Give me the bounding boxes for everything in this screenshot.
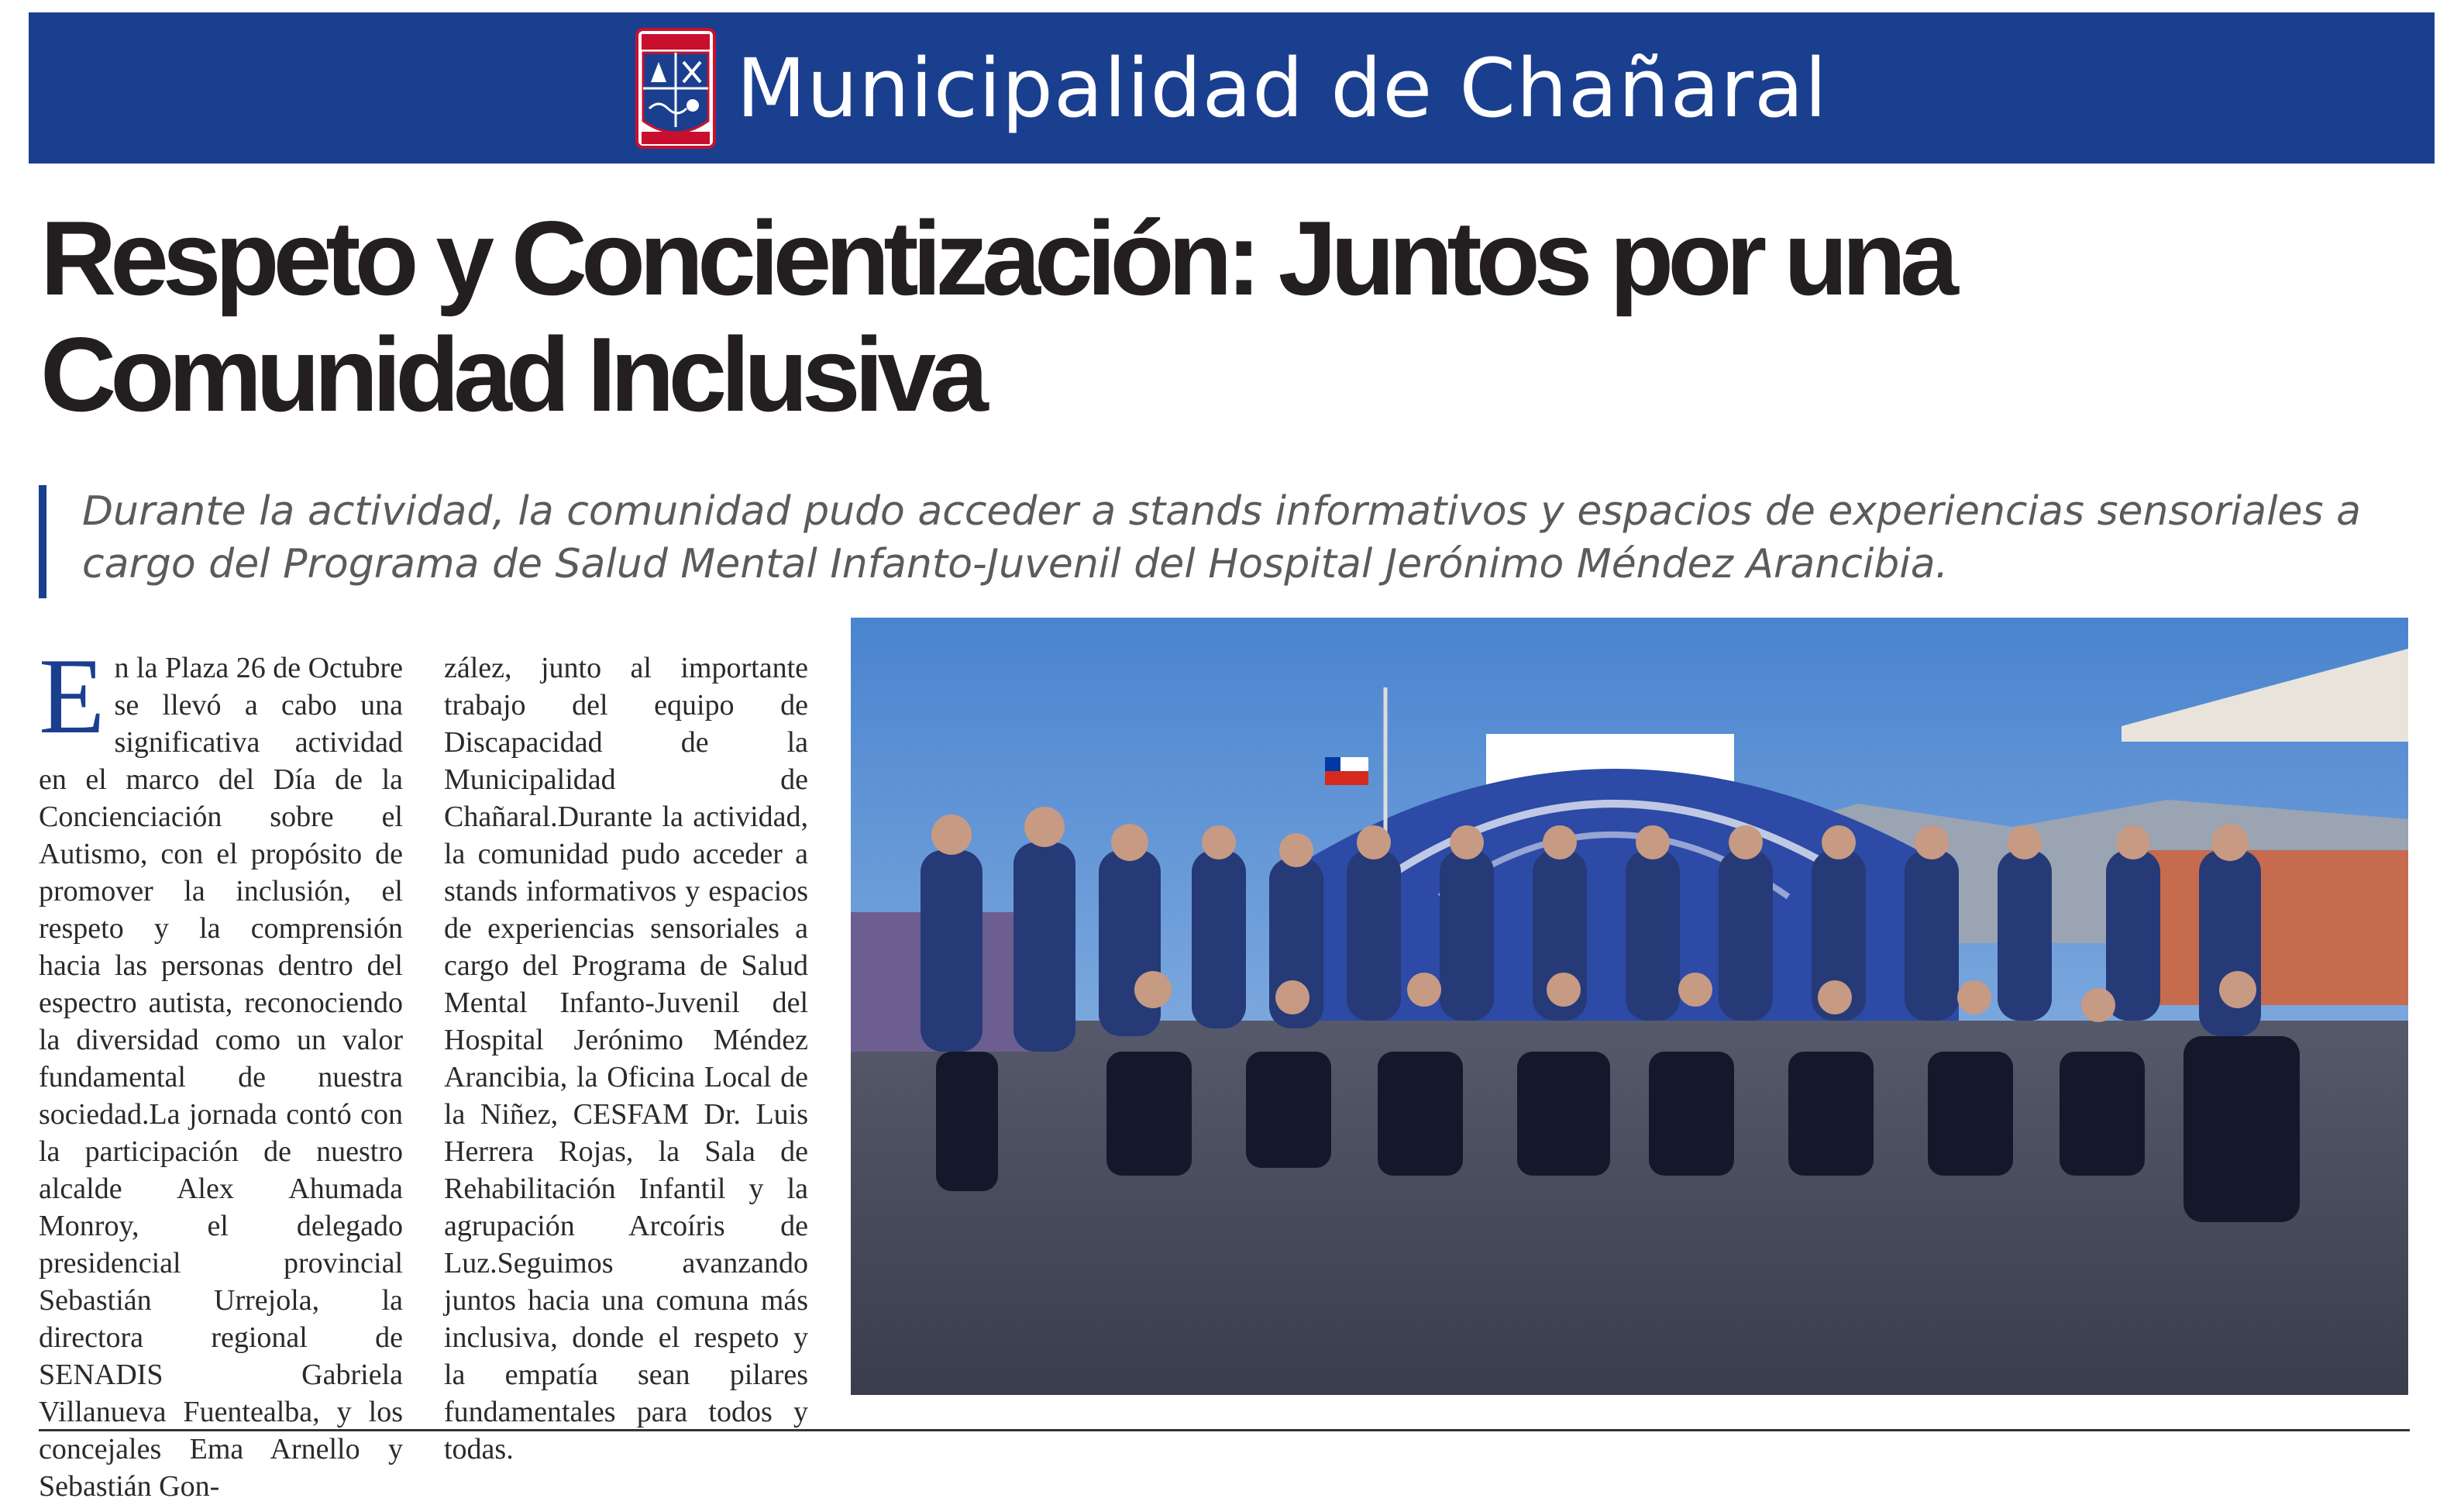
group-photo	[851, 618, 2408, 1395]
municipal-crest-logo	[635, 28, 716, 149]
article-headline: Respeto y Concientización: Juntos por una Comunidad Inclusiva	[40, 199, 1953, 433]
lead-accent-bar	[39, 485, 46, 598]
footer-rule	[39, 1429, 2410, 1431]
body-column-1	[39, 636, 403, 1505]
article-lead: Durante la actividad, la comunidad pudo acceder a stands informativos y espacios de experiencias sensoriales a cargo del Programa de Salud Mental Infanto-Juvenil del Hospital Jerónimo Méndez Arancibia.	[82, 488, 2362, 587]
body-column-2	[444, 649, 808, 1468]
municipality-title: Municipalidad de Chañaral	[736, 40, 1828, 136]
drop-cap: E	[39, 636, 105, 756]
column-1-text: n la Plaza 26 de Octubre se llevó a cabo una significativa actividad en el marco del Día de la Concienciación sobre el Autismo, con el propósito de promover la inclusión, el respeto y la comprensión hacia las personas dentro del espectro autista, reconociendo la diversidad como un valor fundamental de nuestra sociedad.La jornada contó con la participación de nuestro alcalde Alex Ahumada Monroy, el delegado presidencial provincial Sebastián Urrejola, la directora regional de SENADIS Gabriela Villanueva Fuentealba, y los concejales Ema Arnello y Sebastián Gon-	[39, 652, 403, 1503]
column-2-text: zález, junto al importante trabajo del equipo de Discapacidad de la Municipalidad de Chañaral.Durante la actividad, la comunidad pudo acceder a stands informativos y espacios de experiencias sensoriales a cargo del Programa de Salud Mental Infanto-Juvenil del Hospital Jerónimo Méndez Arancibia, la Oficina Local de la Niñez, CESFAM Dr. Luis Herrera Rojas, la Sala de Rehabilitación Infantil y la agrupación Arcoíris de Luz.Seguimos avanzando juntos hacia una comuna más inclusiva, donde el respeto y la empatía sean pilares fundamentales para todos y todas.	[444, 652, 808, 1465]
header-banner	[29, 12, 2435, 164]
